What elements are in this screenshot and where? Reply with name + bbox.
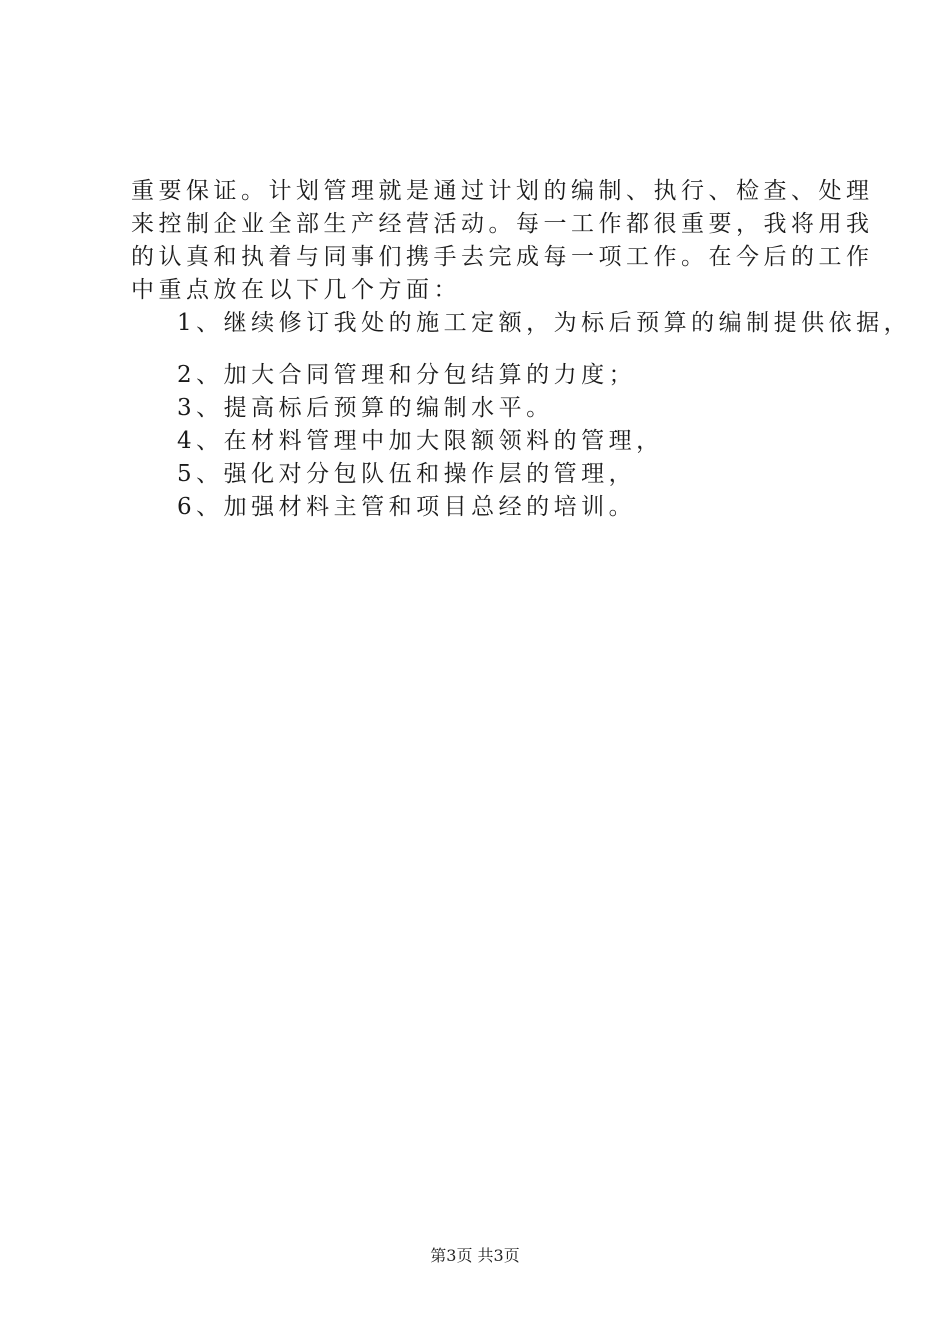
paragraph-line-4: 中重点放在以下几个方面： xyxy=(131,277,461,303)
list-item-1: 1、继续修订我处的施工定额，为标后预算的编制提供依据， xyxy=(177,310,912,336)
list-item-6: 6、加强材料主管和项目总经的培训。 xyxy=(177,494,637,520)
list-item-5: 5、强化对分包队伍和操作层的管理， xyxy=(177,461,637,487)
list-item-4: 4、在材料管理中加大限额领料的管理， xyxy=(177,428,664,454)
paragraph-line-3: 的认真和执着与同事们携手去完成每一项工作。在今后的工作 xyxy=(131,244,874,270)
list-item-3: 3、提高标后预算的编制水平。 xyxy=(177,395,554,421)
paragraph-line-2: 来控制企业全部生产经营活动。每一工作都很重要，我将用我 xyxy=(131,211,874,237)
page-footer: 第3页 共3页 xyxy=(430,1246,520,1265)
paragraph-line-1: 重要保证。计划管理就是通过计划的编制、执行、检查、处理 xyxy=(131,178,874,204)
document-body xyxy=(131,175,912,524)
list-item-2: 2、加大合同管理和分包结算的力度； xyxy=(177,362,637,388)
